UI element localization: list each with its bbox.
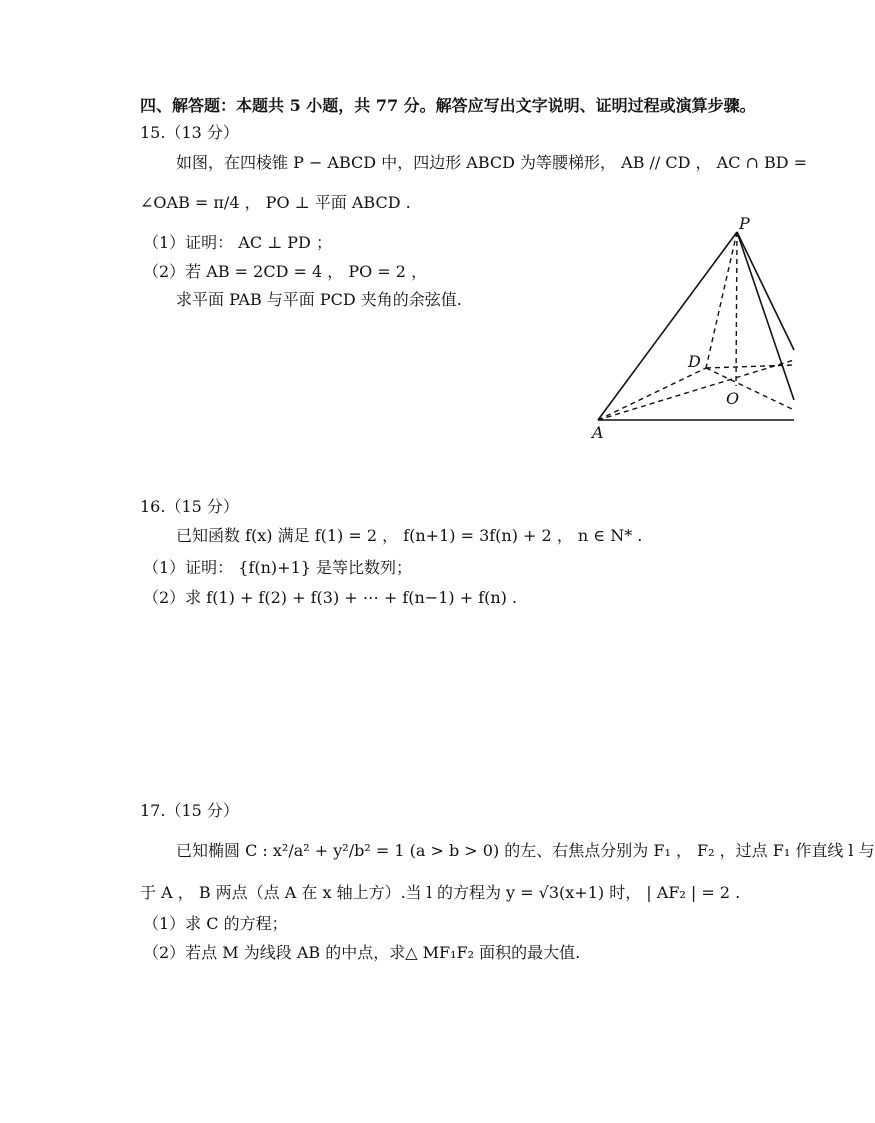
label-P: P xyxy=(739,214,750,233)
diag-BD xyxy=(706,368,794,410)
edge-PA xyxy=(598,232,740,420)
edge-AD xyxy=(598,368,706,420)
q15-part2b: 求平面 PAB 与平面 PCD 夹角的余弦值. xyxy=(176,290,462,309)
edge-DC xyxy=(706,365,794,368)
edge-PO xyxy=(736,232,737,386)
q17-stem-line1: 已知椭圆 C : x²/a² + y²/b² = 1 (a > b > 0) 的左、右焦点分别为 F₁ ， F₂ ，过点 F₁ 作直线 l 与 xyxy=(176,841,875,860)
q17-part1: （1）求 C 的方程； xyxy=(143,914,288,933)
label-D: D xyxy=(688,352,701,371)
section-header: 四、解答题：本题共 5 小题，共 77 分。解答应写出文字说明、证明过程或演算步骤。 xyxy=(140,96,756,115)
q16-stem: 已知函数 f(x) 满足 f(1) = 2 ， f(n+1) = 3f(n) + 2 ， n ∈ N* . xyxy=(176,526,643,545)
q17-stem-line2: 于 A ， B 两点（点 A 在 x 轴上方）.当 l 的方程为 y = √3(x+1) 时， | AF₂ | = 2 . xyxy=(140,883,741,902)
q15-part1: （1）证明： AC ⊥ PD ； xyxy=(143,233,332,252)
q16-part1: （1）证明： {f(n)+1} 是等比数列； xyxy=(143,558,413,577)
pyramid-figure xyxy=(580,210,794,450)
q16-number: 16.（15 分） xyxy=(140,497,239,516)
label-A: A xyxy=(592,423,604,442)
q17-part2: （2）若点 M 为线段 AB 的中点，求△ MF₁F₂ 面积的最大值. xyxy=(143,943,581,962)
q15-stem-line1: 如图，在四棱锥 P − ABCD 中，四边形 ABCD 为等腰梯形， AB // CD ， AC ∩ BD = xyxy=(176,153,808,172)
q16-part2: （2）求 f(1) + f(2) + f(3) + ⋯ + f(n−1) + f(n) . xyxy=(143,588,518,607)
q15-stem-line2: ∠OAB = π/4 ， PO ⊥ 平面 ABCD . xyxy=(140,193,411,212)
q15-part2a: （2）若 AB = 2CD = 4 ， PO = 2 ， xyxy=(143,262,428,281)
edge-PC xyxy=(737,232,794,350)
q15-number: 15.（13 分） xyxy=(140,123,239,142)
label-O: O xyxy=(726,389,740,408)
q17-number: 17.（15 分） xyxy=(140,801,239,820)
